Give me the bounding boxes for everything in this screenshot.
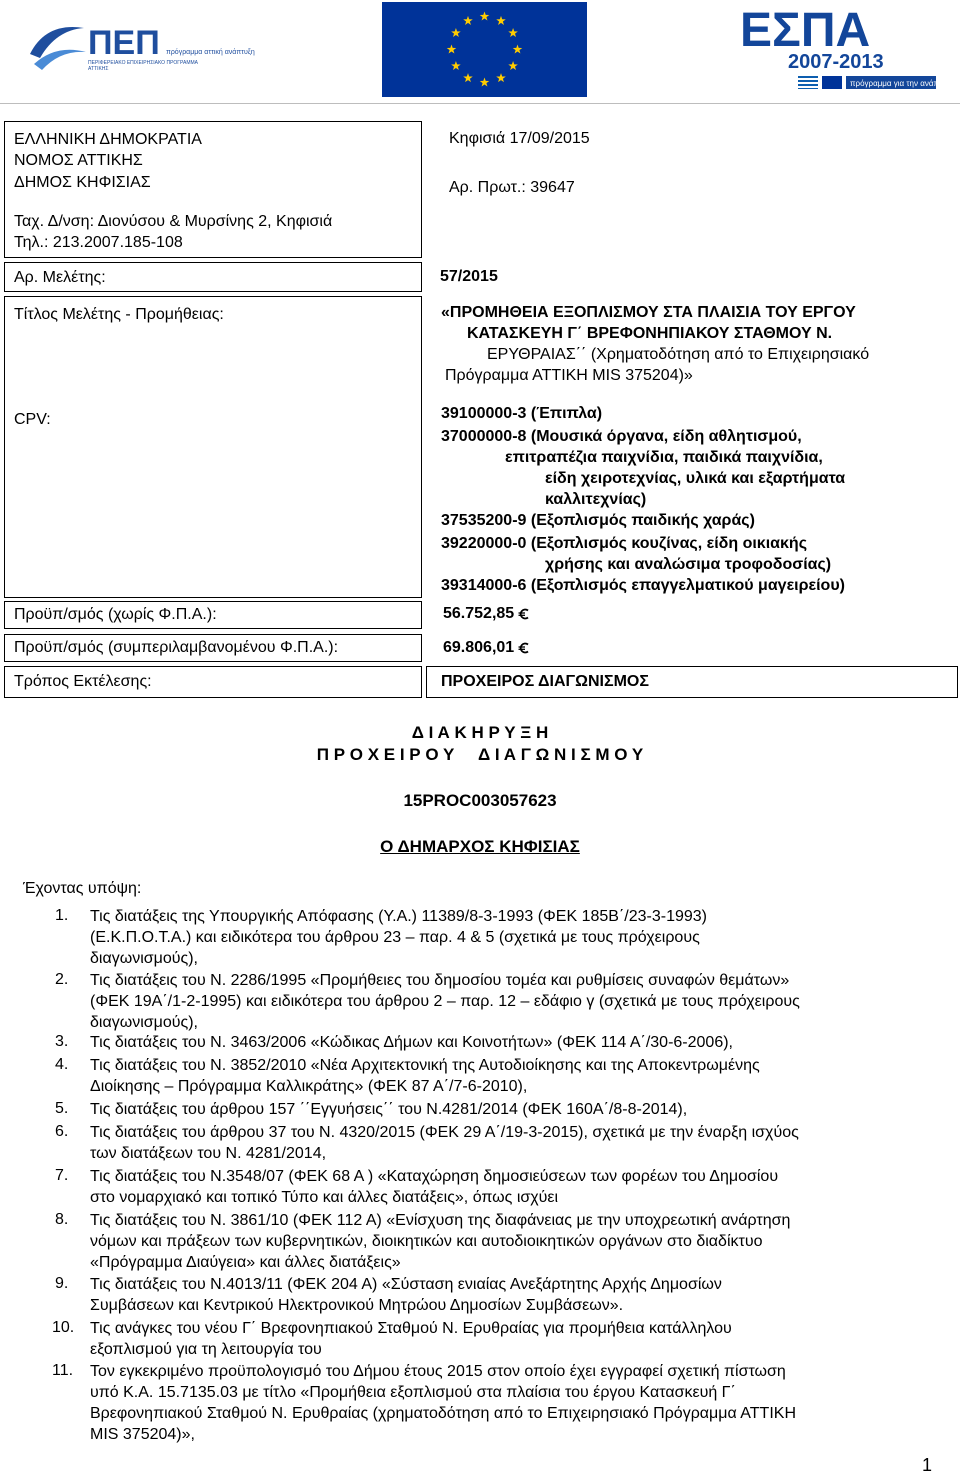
mayor-heading: Ο ΔΗΜΑΡΧΟΣ ΚΗΦΙΣΙΑΣ	[380, 837, 580, 856]
espa-logo-years: 2007-2013	[788, 51, 884, 73]
list-item-number: 9.	[55, 1275, 69, 1292]
euro-icon	[518, 642, 530, 654]
budget-vat-box	[4, 634, 422, 662]
budget-value-wrap	[443, 604, 530, 624]
announcement-title-2b: Δ Ι Α Γ Ω Ν Ι Σ Μ Ο Υ	[477, 745, 644, 764]
prefecture-line: ΝΟΜΟΣ ΑΤΤΙΚΗΣ	[14, 152, 143, 169]
title-label: Τίτλος Μελέτης - Προμήθειας:	[14, 306, 224, 323]
espa-logo-name: ΕΣΠΑ	[740, 4, 871, 57]
list-item-line: στο νομαρχιακό και τοπικό Τύπο και άλλες διατάξεις», όπως ισχύει	[90, 1189, 559, 1206]
address-line: Ταχ. Δ/νση: Διονύσου & Μυρσίνης 2, Κηφισιά	[14, 213, 333, 230]
list-item-line: Τις διατάξεις του Ν. 2286/1995 «Προμήθειες του δημοσίου τομέα και ρυθμίσεις συναφών θεμάτων»	[90, 972, 790, 989]
method-value: ΠΡΟΧΕΙΡΟΣ ΔΙΑΓΩΝΙΣΜΟΣ	[441, 673, 649, 690]
procurement-code: 15PROC003057623	[403, 791, 557, 810]
cpv-label: CPV:	[14, 411, 51, 428]
list-item-line: (ΦΕΚ 19Α΄/1-2-1995) και ειδικότερα του άρθρου 2 – παρ. 12 – εδάφιο γ (σχετικά με τους πρόχειρους	[90, 993, 800, 1010]
list-item-line: Τις διατάξεις του Ν.3548/07 (ΦΕΚ 68 Α ) «Καταχώρηση δημοσιεύσεων των φορέων του Δημοσίου	[90, 1168, 779, 1185]
cpv-line-2: 37000000-8 (Μουσικά όργανα, είδη αθλητισμού,	[441, 428, 802, 445]
list-item-number: 3.	[55, 1033, 69, 1050]
budget-label: Προϋπ/σμός (χωρίς Φ.Π.Α.):	[14, 606, 217, 623]
method-value-box	[426, 666, 958, 698]
list-item-line: Βρεφονηπιακού Σταθμού Ν. Ερυθραίας (χρηματοδότηση από το Επιχειρησιακό Πρόγραμμα ΑΤΤΙΚΗ	[90, 1405, 796, 1422]
list-item-line: Τις διατάξεις του Ν. 3861/10 (ΦΕΚ 112 Α) «Ενίσχυση της διαφάνειας με την υποχρεωτική ανάρτηση	[90, 1212, 791, 1229]
list-item-line: Τις διατάξεις του Ν. 3852/2010 «Νέα Αρχιτεκτονική της Αυτοδιοίκησης και της Αποκεντρωμένης	[90, 1057, 760, 1074]
pep-logo	[26, 14, 255, 78]
title-line-1: «ΠΡΟΜΗΘΕΙΑ ΕΞΟΠΛΙΣΜΟΥ ΣΤΑ ΠΛΑΙΣΙΑ ΤΟΥ ΕΡΓΟΥ	[441, 304, 856, 321]
list-item-number: 2.	[55, 971, 69, 988]
list-item-line: Τις διατάξεις του άρθρου 157 ΄΄Εγγυήσεις΄΄ του Ν.4281/2014 (ΦΕΚ 160Α΄/8-8-2014),	[90, 1101, 688, 1118]
title-line-4: Πρόγραμμα ΑΤΤΙΚΗ MIS 375204)»	[445, 367, 693, 384]
cpv-line-6: 37535200-9 (Εξοπλισμός παιδικής χαράς)	[441, 512, 755, 529]
list-item-number: 11.	[52, 1362, 74, 1379]
list-item-line: Τις ανάγκες του νέου Γ΄ Βρεφονηπιακού Σταθμού Ν. Ερυθραίας για προμήθεια κατάλληλου	[90, 1320, 732, 1337]
budget-vat-value: 69.806,01	[443, 639, 515, 656]
list-item-line: διαγωνισμούς),	[90, 950, 198, 967]
list-item-number: 10.	[52, 1319, 75, 1336]
method-box	[4, 666, 422, 698]
list-item-line: υπό Κ.Α. 15.7135.03 με τίτλο «Προμήθεια εξοπλισμού στα πλαίσια του έργου Κατασκευή Γ΄	[90, 1384, 736, 1401]
announcement-title-2	[0, 744, 960, 766]
budget-vat-value-wrap	[443, 638, 530, 658]
list-item-line: (Ε.Κ.Π.Ο.Τ.Α.) και ειδικότερα του άρθρου 23 – παρ. 4 & 5 (σχετικά με τους πρόχειρους	[90, 929, 700, 946]
euro-icon	[518, 608, 530, 620]
date-line: Κηφισιά 17/09/2015	[449, 130, 590, 147]
budget-value: 56.752,85	[443, 605, 515, 622]
list-item-line: Συμβάσεων και Κεντρικού Ηλεκτρονικού Μητρώου Δημοσίων Συμβάσεων».	[90, 1297, 624, 1314]
logo-bar	[0, 0, 960, 100]
list-item-number: 4.	[55, 1056, 69, 1073]
list-item-line: MIS 375204)»,	[90, 1426, 195, 1443]
announcement-title-2a: Π Ρ Ο Χ Ε Ι Ρ Ο Υ	[316, 745, 455, 764]
list-item-line: Τις διατάξεις της Υπουργικής Απόφασης (Υ.Α.) 11389/8-3-1993 (ΦΕΚ 185Β΄/23-3-1993)	[90, 908, 707, 925]
list-item-line: διαγωνισμούς),	[90, 1014, 198, 1031]
announcement-title-1: Δ Ι Α Κ Η Ρ Υ Ξ Η	[411, 723, 549, 742]
list-item-number: 5.	[55, 1100, 69, 1117]
list-item-line: Διοίκησης – Πρόγραμμα Καλλικράτης» (ΦΕΚ 87 Α΄/7-6-2010),	[90, 1078, 528, 1095]
title-value-box	[426, 296, 958, 598]
list-item-line: των διατάξεων του Ν. 4281/2014,	[90, 1145, 327, 1162]
list-item-number: 1.	[55, 907, 69, 924]
list-item-line: Τις διατάξεις του Ν. 3463/2006 «Κώδικας Δήμων και Κοινοτήτων» (ΦΕΚ 114 Α΄/30-6-2006),	[90, 1034, 733, 1051]
list-item-line: εξοπλισμού για τη λειτουργία του	[90, 1341, 322, 1358]
issuer-box	[4, 121, 422, 258]
list-item-number: 8.	[55, 1211, 69, 1228]
pep-logo-sub: ΑΤΤΙΚΗΣ	[88, 66, 109, 72]
list-item-line: Τις διατάξεις του άρθρου 37 του Ν. 4320/2015 (ΦΕΚ 29 Α΄/19-3-2015), σχετικά με την έναρξη ισχύος	[90, 1124, 799, 1141]
cpv-line-3: επιτραπέζια παιχνίδια, παιδικά παιχνίδια,	[505, 449, 823, 466]
cpv-line-7: 39220000-0 (Εξοπλισμός κουζίνας, είδη οικιακής	[441, 535, 808, 552]
study-number-box	[4, 262, 422, 292]
pep-logo-name: ΠΕΠ	[88, 24, 160, 62]
list-item-line: «Πρόγραμμα Διαύγεια» και άλλες διατάξεις»	[90, 1254, 401, 1271]
cpv-line-8: χρήσης και αναλώσιμα τροφοδοσίας)	[545, 556, 832, 573]
eu-flag-icon	[382, 2, 587, 97]
list-item-number: 6.	[55, 1123, 69, 1140]
title-line-3: ΕΡΥΘΡΑΙΑΣ΄΄ (Χρηματοδότηση από το Επιχειρησιακό	[487, 346, 870, 363]
budget-vat-label: Προϋπ/σμός (συμπεριλαμβανομένου Φ.Π.Α.):	[14, 639, 339, 656]
espa-logo-tagline: πρόγραμμα για την ανάπτυξη	[850, 79, 955, 88]
espa-logo	[738, 2, 955, 95]
eu-small-flag-icon	[822, 76, 842, 89]
pep-logo-tagline: ΠΕΡΙΦΕΡΕΙΑΚΟ ΕΠΙΧΕΙΡΗΣΙΑΚΟ ΠΡΟΓΡΑΜΜΑ	[88, 60, 199, 66]
republic-line: ΕΛΛΗΝΙΚΗ ΔΗΜΟΚΡΑΤΙΑ	[14, 131, 202, 148]
title-line-2: ΚΑΤΑΣΚΕΥΗ Γ΄ ΒΡΕΦΟΝΗΠΙΑΚΟΥ ΣΤΑΘΜΟΥ Ν.	[467, 325, 833, 342]
cpv-line-1: 39100000-3 (Έπιπλα)	[441, 405, 603, 422]
cpv-line-5: καλλιτεχνίας)	[545, 491, 647, 508]
header-divider	[0, 103, 960, 104]
study-value: 57/2015	[440, 268, 498, 285]
list-item-number: 7.	[55, 1167, 69, 1184]
title-label-box	[4, 296, 422, 598]
cpv-line-4: είδη χειροτεχνίας, υλικά και εξαρτήματα	[545, 470, 846, 487]
list-item-line: Τον εγκεκριμένο προϋπολογισμό του Δήμου έτους 2015 στον οποίο έχει εγγραφεί σχετική πίστωση	[90, 1363, 786, 1380]
study-label: Αρ. Μελέτης:	[14, 269, 106, 286]
method-label: Τρόπος Εκτέλεσης:	[14, 673, 152, 690]
page-number: 1	[922, 1455, 933, 1475]
budget-box	[4, 601, 422, 629]
phone-line: Τηλ.: 213.2007.185-108	[14, 234, 183, 251]
cpv-line-9: 39314000-6 (Εξοπλισμός επαγγελματικού μαγειρείου)	[441, 577, 845, 594]
protocol-line: Αρ. Πρωτ.: 39647	[449, 179, 575, 196]
list-item-line: Τις διατάξεις του Ν.4013/11 (ΦΕΚ 204 Α) «Σύσταση ενιαίας Ανεξάρτητης Αρχής Δημοσίων	[90, 1276, 722, 1293]
municipality-line: ΔΗΜΟΣ ΚΗΦΙΣΙΑΣ	[14, 174, 151, 191]
considering-intro: Έχοντας υπόψη:	[23, 880, 142, 897]
list-item-line: νόμων και πράξεων των κυβερνητικών, διοικητικών και αυτοδιοικητικών οργάνων στο διαδίκτυο	[90, 1233, 763, 1250]
pep-logo-brand: πρόγραμμα αττική ανάπτυξη	[166, 49, 255, 56]
